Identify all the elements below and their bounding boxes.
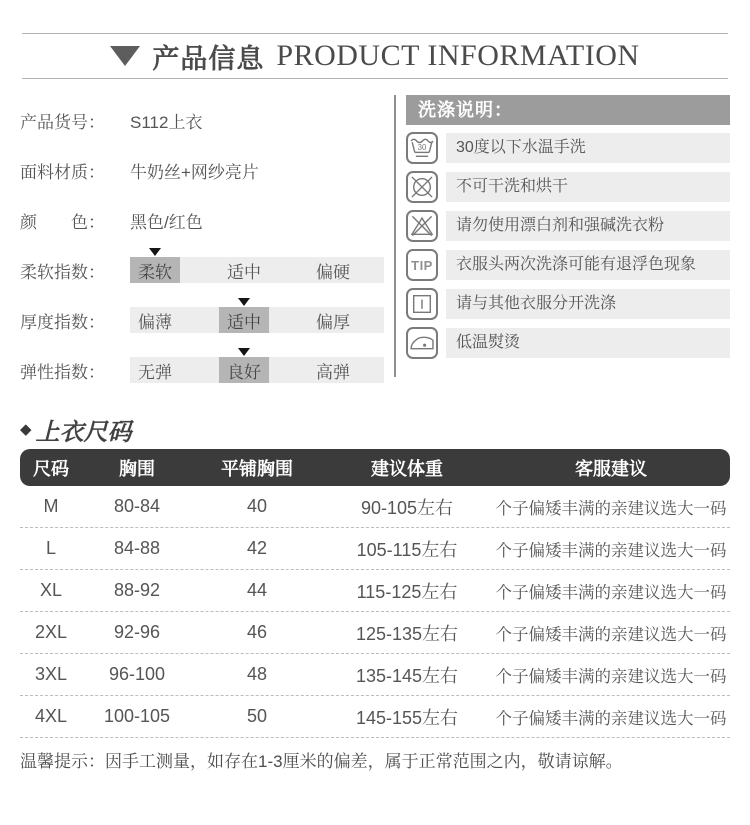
table-row — [20, 612, 730, 654]
cell-flat-bust: 50 — [246, 706, 268, 726]
product-attributes — [20, 95, 384, 395]
section-header — [22, 33, 728, 79]
tip-icon — [406, 249, 438, 281]
cell-flat-bust: 48 — [246, 664, 268, 684]
size-table — [20, 449, 730, 738]
cell-flat-bust: 46 — [246, 622, 268, 642]
size-section-title — [20, 415, 730, 446]
table-row — [20, 528, 730, 570]
elasticity-index-bar — [130, 357, 384, 383]
cell-flat-bust: 44 — [246, 580, 268, 600]
wash-separately-icon — [406, 288, 438, 320]
cell-size: XL — [39, 580, 63, 600]
cell-size: L — [45, 538, 56, 558]
column-divider — [394, 95, 396, 377]
washing-title: 洗涤说明： — [406, 95, 730, 125]
field-label: 面料材质： — [20, 162, 105, 182]
index-option-selected: 良好 — [219, 357, 269, 383]
col-header-weight: 建议体重 — [371, 458, 443, 479]
thickness-index-row — [20, 295, 384, 345]
field-fabric — [20, 145, 384, 195]
col-header-size: 尺码 — [33, 458, 69, 479]
washing-text: 请与其他衣服分开洗涤 — [446, 289, 730, 319]
col-header-bust: 胸围 — [119, 458, 155, 479]
no-dryclean-icon — [406, 171, 438, 203]
page-title-en: PRODUCT INFORMATION — [276, 39, 640, 72]
index-option: 偏厚 — [316, 312, 350, 332]
cell-weight: 90-105左右 — [360, 497, 454, 518]
field-value: S112上衣 — [130, 112, 203, 132]
cell-flat-bust: 40 — [246, 496, 268, 516]
washing-instructions — [406, 95, 730, 395]
cell-size: 3XL — [34, 664, 68, 684]
field-item-number — [20, 95, 384, 145]
cell-bust: 88-92 — [113, 580, 161, 600]
cell-weight: 115-125左右 — [356, 581, 458, 602]
product-information-page — [0, 33, 750, 825]
table-row — [20, 696, 730, 738]
softness-index-row — [20, 245, 384, 295]
cell-advice: 个子偏矮丰满的亲建议选大一码 — [495, 499, 727, 518]
page-title-cn: 产品信息 — [152, 43, 265, 74]
washing-item — [406, 288, 730, 320]
diamond-bullet-icon: ◆ — [20, 421, 32, 438]
index-option: 无弹 — [138, 362, 172, 382]
washing-item — [406, 249, 730, 281]
measurement-disclaimer: 温馨提示：因手工测量，如存在1-3厘米的偏差，属于正常范围之内，敬请谅解。 — [20, 752, 623, 771]
handwash-30-icon — [406, 132, 438, 164]
cell-bust: 80-84 — [113, 496, 161, 516]
washing-item — [406, 327, 730, 359]
index-option: 适中 — [227, 262, 261, 282]
field-color — [20, 195, 384, 245]
table-row — [20, 486, 730, 528]
index-option: 偏硬 — [316, 262, 350, 282]
washing-text: 低温熨烫 — [446, 328, 730, 358]
index-option-selected: 适中 — [219, 307, 269, 333]
index-label: 厚度指数： — [20, 312, 105, 332]
washing-text: 30度以下水温手洗 — [446, 133, 730, 163]
tip-icon-label: TIP — [411, 257, 433, 273]
cell-advice: 个子偏矮丰满的亲建议选大一码 — [495, 709, 727, 728]
softness-index-bar — [130, 257, 384, 283]
size-table-header — [20, 449, 730, 486]
cell-size: 4XL — [34, 706, 68, 726]
triangle-down-icon — [110, 46, 140, 66]
cell-bust: 92-96 — [113, 622, 161, 642]
index-option: 高弹 — [316, 362, 350, 382]
field-value: 牛奶丝+网纱亮片 — [130, 162, 259, 182]
table-row — [20, 570, 730, 612]
cell-weight: 105-115左右 — [356, 539, 458, 560]
cell-advice: 个子偏矮丰满的亲建议选大一码 — [495, 541, 727, 560]
col-header-flat-bust: 平铺胸围 — [221, 458, 293, 479]
cell-bust: 96-100 — [108, 664, 166, 684]
washing-text: 不可干洗和烘干 — [446, 172, 730, 202]
thickness-index-bar — [130, 307, 384, 333]
index-option-selected: 柔软 — [130, 257, 180, 283]
index-option: 偏薄 — [138, 312, 172, 332]
table-row — [20, 654, 730, 696]
washing-item — [406, 171, 730, 203]
cell-advice: 个子偏矮丰满的亲建议选大一码 — [495, 625, 727, 644]
cell-bust: 100-105 — [103, 706, 171, 726]
main-content — [0, 95, 750, 395]
iron-low-icon — [406, 327, 438, 359]
washing-item — [406, 132, 730, 164]
elasticity-index-row — [20, 345, 384, 395]
cell-advice: 个子偏矮丰满的亲建议选大一码 — [495, 667, 727, 686]
field-label: 颜 色： — [20, 212, 105, 232]
cell-flat-bust: 42 — [246, 538, 268, 558]
svg-text:30: 30 — [417, 143, 427, 153]
cell-bust: 84-88 — [113, 538, 161, 558]
index-label: 柔软指数： — [20, 262, 105, 282]
cell-advice: 个子偏矮丰满的亲建议选大一码 — [495, 583, 727, 602]
cell-weight: 135-145左右 — [355, 665, 459, 686]
size-section-title-text: 上衣尺码 — [35, 418, 132, 446]
cell-size: 2XL — [34, 622, 68, 642]
index-label: 弹性指数： — [20, 362, 105, 382]
field-label: 产品货号： — [20, 112, 105, 132]
cell-size: M — [43, 496, 59, 516]
cell-weight: 145-155左右 — [355, 707, 459, 728]
field-value: 黑色/红色 — [130, 212, 203, 232]
no-bleach-icon — [406, 210, 438, 242]
washing-item — [406, 210, 730, 242]
col-header-advice: 客服建议 — [575, 458, 647, 479]
washing-text: 衣服头两次洗涤可能有退浮色现象 — [446, 250, 730, 280]
washing-text: 请勿使用漂白剂和强碱洗衣粉 — [446, 211, 730, 241]
cell-weight: 125-135左右 — [355, 623, 459, 644]
